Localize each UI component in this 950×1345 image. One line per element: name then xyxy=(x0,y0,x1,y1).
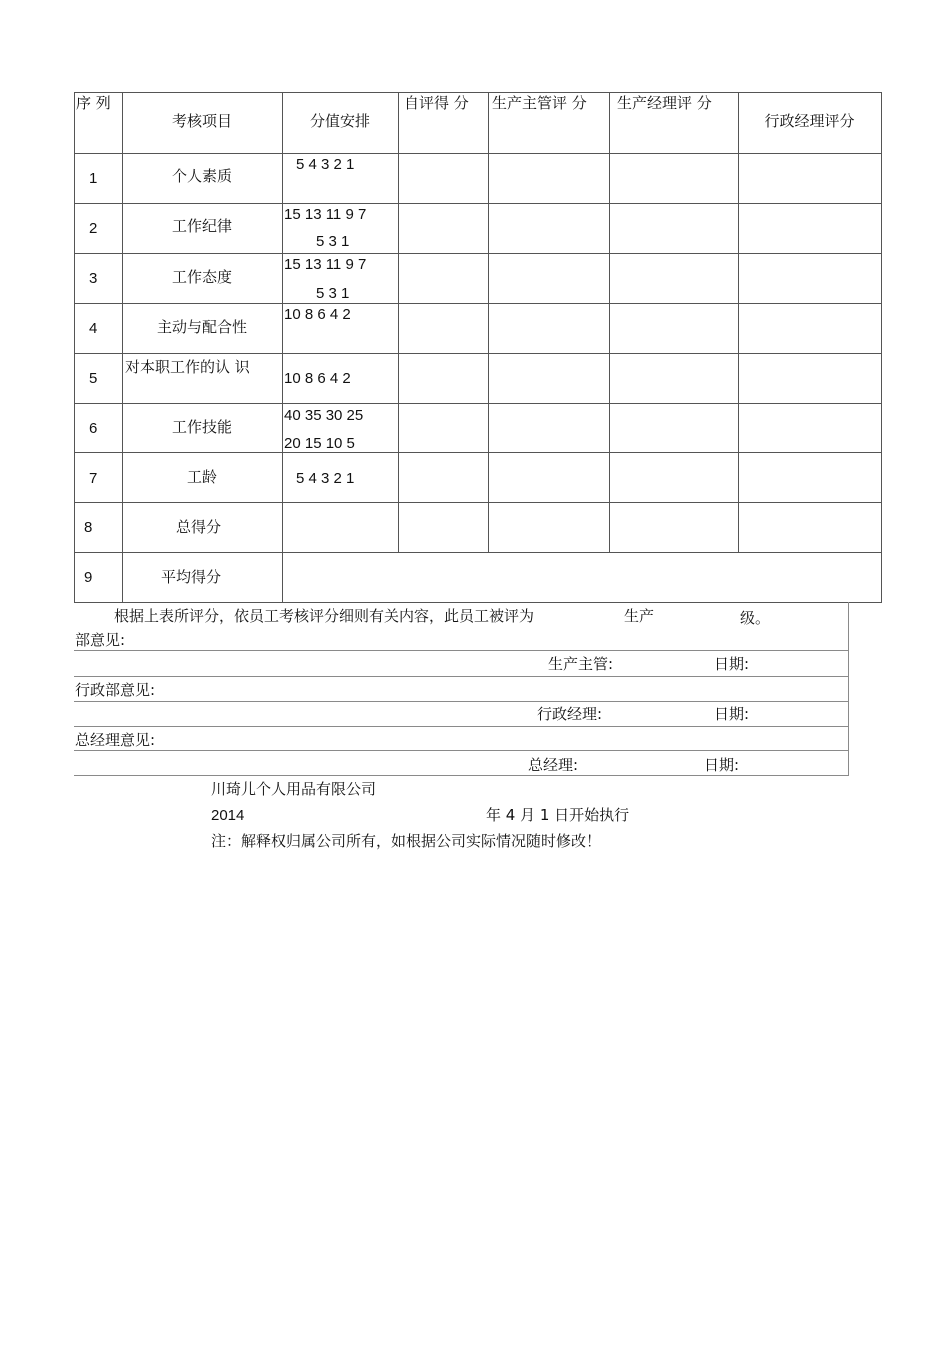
header-prod-manager: 生产经理评 分 xyxy=(617,94,712,112)
header-item: 考核项目 xyxy=(171,112,232,130)
section-line xyxy=(74,650,849,651)
table-line xyxy=(398,92,399,552)
row-item: 总得分 xyxy=(176,518,222,536)
header-admin-manager: 行政经理评分 xyxy=(764,112,855,130)
summary-grade-suffix: 级。 xyxy=(740,609,771,627)
table-line xyxy=(282,92,283,602)
table-line xyxy=(74,303,882,304)
row-score-plan: 40 35 30 25 xyxy=(284,407,364,424)
effective-year: 2014 xyxy=(211,807,245,824)
row-number: 3 xyxy=(89,270,98,287)
date-label: 日期: xyxy=(714,655,750,673)
row-item: 工作态度 xyxy=(171,268,232,286)
row-number: 5 xyxy=(89,370,98,387)
table-line xyxy=(74,602,882,603)
row-number: 2 xyxy=(89,220,98,237)
prod-dept-opinion-label: 部意见: xyxy=(75,631,126,649)
section-line xyxy=(74,750,849,751)
row-score-plan-cont: 5 3 1 xyxy=(316,233,350,250)
effective-date: 年 4 月 1 日开始执行 xyxy=(486,806,630,824)
row-score-plan: 5 4 3 2 1 xyxy=(296,156,355,173)
row-item: 对本职工作的认 识 xyxy=(125,358,250,376)
row-score-plan: 5 4 3 2 1 xyxy=(296,470,355,487)
row-score-plan: 15 13 11 9 7 xyxy=(284,206,367,223)
table-line xyxy=(74,552,882,553)
row-score-plan-cont: 5 3 1 xyxy=(316,285,350,302)
section-line xyxy=(74,676,849,677)
table-line xyxy=(74,92,882,93)
table-line xyxy=(738,92,739,552)
gm-sign-label: 总经理: xyxy=(528,756,579,774)
row-number: 8 xyxy=(84,519,93,536)
table-line xyxy=(74,153,882,154)
row-item: 主动与配合性 xyxy=(156,318,247,336)
header-prod-supervisor: 生产主管评 分 xyxy=(492,94,587,112)
section-line xyxy=(74,726,849,727)
row-item: 个人素质 xyxy=(171,167,232,185)
table-line xyxy=(881,92,882,602)
row-score-plan: 10 8 6 4 2 xyxy=(284,370,351,387)
row-number: 7 xyxy=(89,470,98,487)
row-number: 6 xyxy=(89,420,98,437)
footer-note: 注：解释权归属公司所有，如根据公司实际情况随时修改！ xyxy=(211,832,602,850)
row-score-plan: 10 8 6 4 2 xyxy=(284,306,351,323)
row-item: 工作技能 xyxy=(171,418,232,436)
table-line xyxy=(74,452,882,453)
admin-dept-opinion-label: 行政部意见: xyxy=(75,681,156,699)
table-line xyxy=(74,403,882,404)
date-label: 日期: xyxy=(714,705,750,723)
row-number: 9 xyxy=(84,569,93,586)
gm-opinion-label: 总经理意见: xyxy=(75,731,156,749)
prod-supervisor-sign-label: 生产主管: xyxy=(548,655,614,673)
summary-text: 根据上表所评分，依员工考核评分细则有关内容，此员工被评为 xyxy=(114,607,535,625)
table-line xyxy=(488,92,489,552)
row-item: 工作纪律 xyxy=(171,217,232,235)
date-label: 日期: xyxy=(704,756,740,774)
table-line xyxy=(74,92,75,602)
row-number: 1 xyxy=(89,170,98,187)
row-item: 工龄 xyxy=(186,468,217,486)
header-score-plan: 分值安排 xyxy=(309,112,370,130)
table-line xyxy=(74,502,882,503)
header-seq: 序 列 xyxy=(76,94,111,112)
company-name: 川琦儿个人用品有限公司 xyxy=(211,780,377,798)
row-score-plan-cont: 20 15 10 5 xyxy=(284,435,355,452)
header-self-score: 自评得 分 xyxy=(404,94,469,112)
summary-prod-word: 生产 xyxy=(624,607,655,625)
row-item: 平均得分 xyxy=(161,568,222,586)
section-line xyxy=(74,701,849,702)
table-line xyxy=(74,353,882,354)
section-line xyxy=(74,775,849,776)
admin-manager-sign-label: 行政经理: xyxy=(537,705,603,723)
table-line xyxy=(609,92,610,552)
row-score-plan: 15 13 11 9 7 xyxy=(284,256,367,273)
table-line xyxy=(74,203,882,204)
row-number: 4 xyxy=(89,320,98,337)
table-line xyxy=(74,253,882,254)
